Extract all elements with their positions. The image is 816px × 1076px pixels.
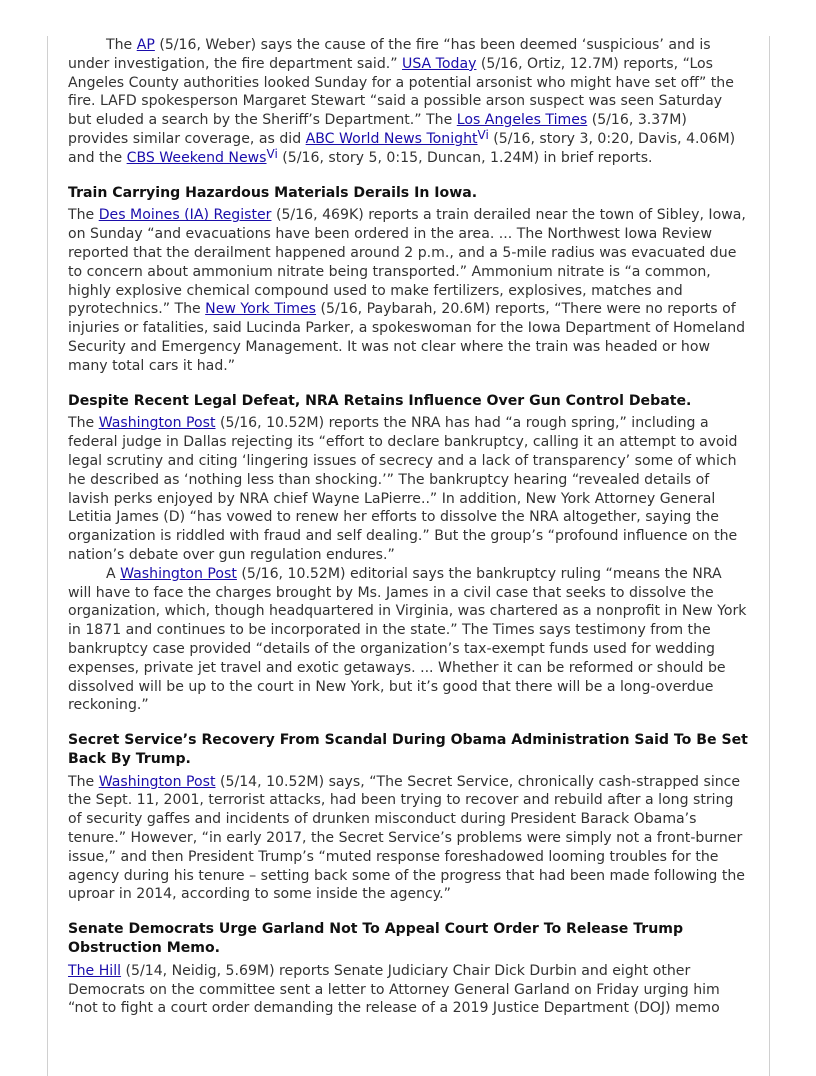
headline-nra: Despite Recent Legal Defeat, NRA Retains Influence Over Gun Control Debate. [68,392,692,409]
video-icon[interactable]: Vi [477,127,489,142]
link-ap[interactable]: AP [136,37,155,53]
headline-secret-service: Secret Service’s Recovery From Scandal During Obama Administration Said To Be Set Back By Trump. [68,732,748,767]
link-cbs-weekend-news[interactable]: CBS Weekend News [126,149,267,166]
nra-paragraph-2: A Washington Post (5/16, 10.52M) editorial says the bankruptcy ruling “means the NRA will have to face the charges brought by Ms. James in a civil case that seeks to dissolve the organization, which, though headquartered in Virginia, was chartered as a nonprofit in New York in 1871 and continues to be incorporated in the state.” The Times says testimony from the bankruptcy case provided “details of the organization’s tax-exempt funds used for wedding expenses, private jet travel and exotic getaways. ... Whether it can be reformed or should be dissolved will be up to the court in New York, but it’s good that there will be a long-overdue reckoning.” [68,565,747,714]
video-icon[interactable]: Vi [266,146,278,161]
nra-paragraph-1: The Washington Post (5/16, 10.52M) reports the NRA has had “a rough spring,” including a federal judge in Dallas rejecting its “effort to declare bankruptcy, calling it an attempt to avoid legal scrutiny and citing ‘lingering issues of secrecy and a lack of transparency’ some of which he described as ‘nothing less than shocking.’” The bankruptcy hearing “revealed details of lavish perks enjoyed by NRA chief Wayne LaPierre..” In addition, New York Attorney General Letitia James (D) “has vowed to renew her efforts to dissolve the NRA altogether, saying the organization is riddled with fraud and self dealing.” But the group’s “profound influence on the nation’s debate over gun regulation endures.” [68,415,738,563]
story-garland [68,920,748,1018]
train-paragraph: The Des Moines (IA) Register (5/16, 469K) reports a train derailed near the town of Sibley, Iowa, on Sunday “and evacuations have been ordered in the area. ... The Northwest Iowa Review reported that the derailment happened around 2 p.m., and a 5-mile radius was evacuated due to concern about ammonium nitrate being transported.” Ammonium nitrate is “a common, highly explosive chemical compound used to make fertilizers, explosives, matches and pyrotechnics.” The New York Times (5/16, Paybarah, 20.6M) reports, “There were no reports of injuries or fatalities, said Lucinda Parker, a spokeswoman for the Iowa Department of Homeland Security and Emergency Management. It was not clear where the train was headed or how many total cars it had.” [68,207,746,374]
headline-garland: Senate Democrats Urge Garland Not To Appeal Court Order To Release Trump Obstruction Memo. [68,921,684,957]
story-nra [68,392,748,716]
link-washington-post[interactable]: Washington Post [98,773,216,790]
story-secret-service [68,731,748,904]
secret-service-paragraph: The Washington Post (5/14, 10.52M) says, “The Secret Service, chronically cash-strapped since the Sept. 11, 2001, terrorist attacks, had been trying to recover and rebuild after a long string of security gaffes and incidents of drunken misconduct during President Barack Obama’s tenure.” However, “in early 2017, the Secret Service’s problems were simply not a front-burner issue,” and then President Trump’s “muted response foreshadowed looming troubles for the agency during his tenure – setting back some of the progress that had been made following the uproar in 2014, according to some inside the agency.” [68,773,745,903]
link-new-york-times[interactable]: New York Times [205,301,317,318]
news-content [68,36,748,1018]
fire-paragraph: The AP (5/16, Weber) says the cause of the fire “has been deemed ‘suspicious’ and is under investigation, the fire department said.” USA Today (5/16, Ortiz, 12.7M) reports, “Los Angeles County authorities looked Sunday for a potential arsonist who might have set off” the fire. LAFD spokesperson Margaret Stewart “said a possible arson suspect was seen Saturday but eluded a search by the Sheriff’s Department.” The Los Angeles Times (5/16, 3.37M) provides similar coverage, as did ABC World News Tonight$^{Vi}$ (5/16, story 3, 0:20, Davis, 4.06M) and the CBS Weekend News$^{Vi}$ (5/16, story 5, 0:15, Duncan, 1.24M) in brief reports. [68,37,736,166]
link-washington-post[interactable]: Washington Post [98,415,216,432]
link-washington-post-editorial[interactable]: Washington Post [120,565,237,582]
garland-paragraph: The Hill (5/14, Neidig, 5.69M) reports Senate Judiciary Chair Dick Durbin and eight other Democrats on the committee sent a letter to Attorney General Garland on Friday urging him “not to fight a court order demanding the release of a 2019 Justice Department (DOJ) memo [68,962,720,1017]
link-abc-world-news-tonight[interactable]: ABC World News Tonight [305,130,478,147]
link-los-angeles-times[interactable]: Los Angeles Times [456,112,588,129]
link-des-moines-register[interactable]: Des Moines (IA) Register [98,207,272,224]
link-usa-today[interactable]: USA Today [402,55,477,72]
story-fire [68,36,748,168]
link-the-hill[interactable]: The Hill [68,962,122,979]
story-train [68,184,748,376]
headline-train: Train Carrying Hazardous Materials Derails In Iowa. [68,184,478,201]
